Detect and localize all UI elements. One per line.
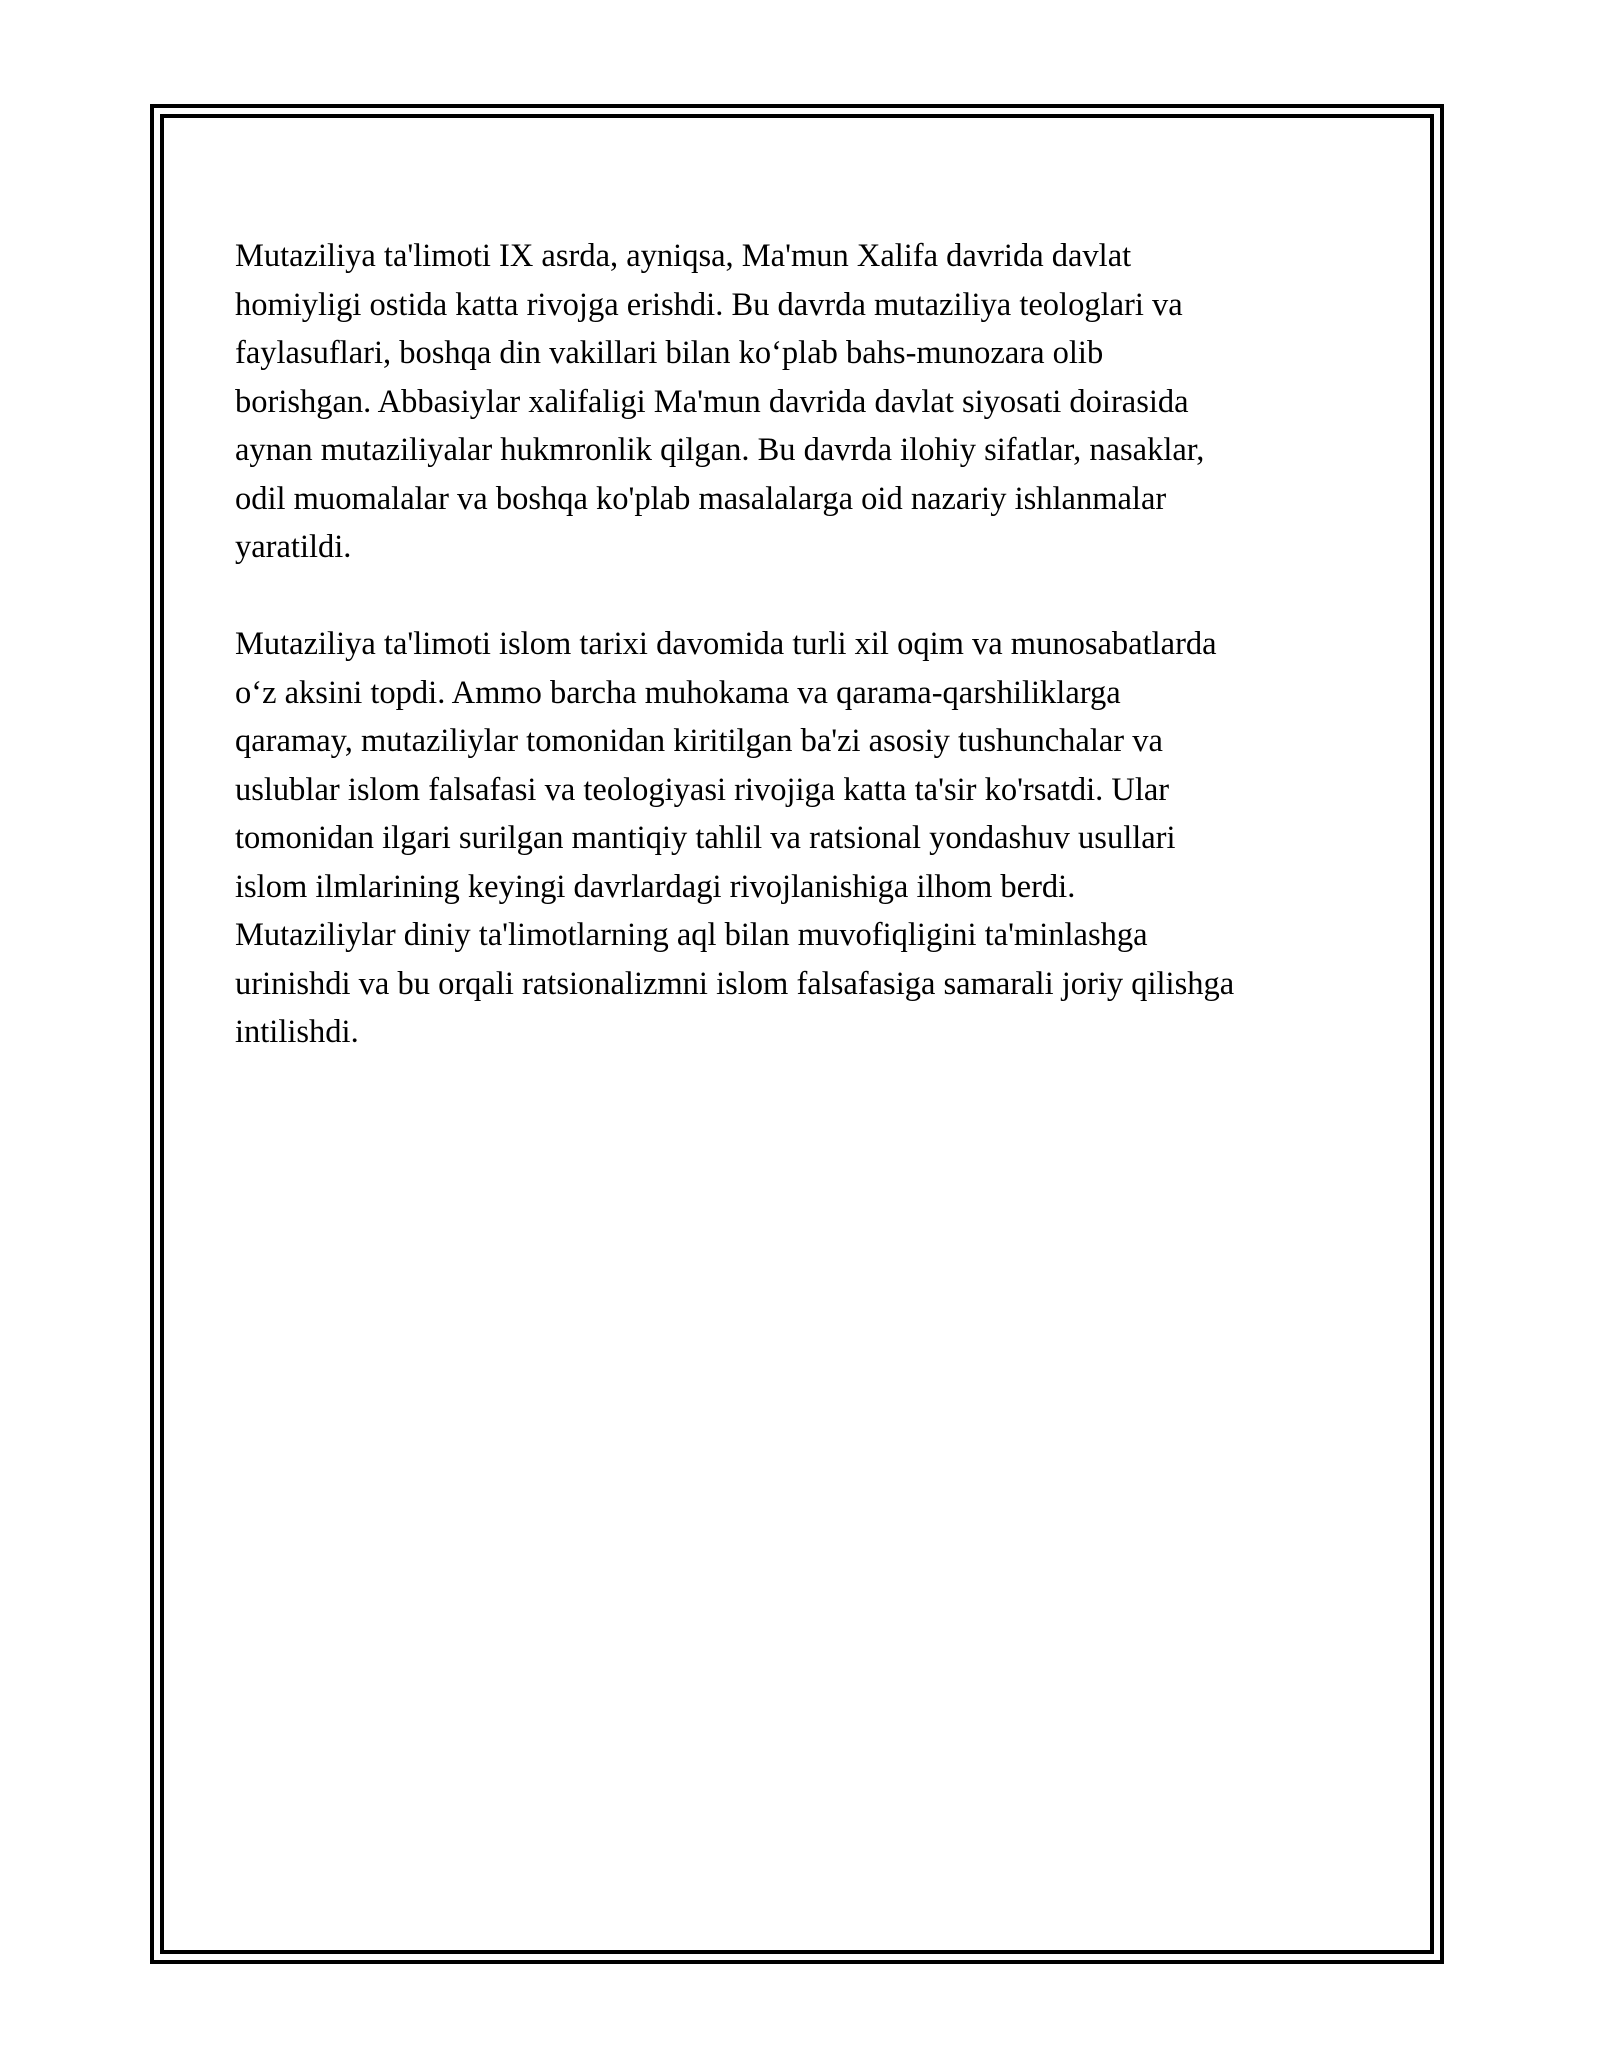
text-line: tomonidan ilgari surilgan mantiqiy tahlil va ratsional yondashuv usullari xyxy=(235,820,1176,856)
text-line: urinishdi va bu orqali ratsionalizmni islom falsafasiga samarali joriy qilishga xyxy=(235,965,1235,1002)
text-line: borishgan. Abbasiylar xalifaligi Ma'mun davrida davlat siyosati doirasida xyxy=(235,383,1189,420)
text-line: aynan mutaziliyalar hukmronlik qilgan. Bu davrda ilohiy sifatlar, nasaklar, xyxy=(235,432,1205,468)
text-line: Mutaziliya ta'limoti islom tarixi davomida turli xil oqim va munosabatlarda xyxy=(235,626,1217,662)
paragraph-2 xyxy=(235,620,1385,1057)
text-line: o‘z aksini topdi. Ammo barcha muhokama va qarama-qarshiliklarga xyxy=(235,674,1121,711)
text-line: faylasuflari, boshqa din vakillari bilan ko‘plab bahs-munozara olib xyxy=(235,335,1104,371)
text-line: homiyligi ostida katta rivojga erishdi. Bu davrda mutaziliya teologlari va xyxy=(235,286,1183,323)
text-line: Mutaziliya ta'limoti IX asrda, ayniqsa, Ma'mun Xalifa davrida davlat xyxy=(235,238,1132,274)
paragraph-1 xyxy=(235,232,1385,572)
text-line: intilishdi. xyxy=(235,1014,359,1050)
text-line: odil muomalalar va boshqa ko'plab masalalarga oid nazariy ishlanmalar xyxy=(235,480,1167,517)
text-line: uslublar islom falsafasi va teologiyasi rivojiga katta ta'sir ko'rsatdi. Ular xyxy=(235,771,1170,808)
text-line: qaramay, mutaziliylar tomonidan kiritilgan ba'zi asosiy tushunchalar va xyxy=(235,723,1163,759)
document-body xyxy=(235,232,1385,1057)
text-line: Mutaziliylar diniy ta'limotlarning aql bilan muvofiqligini ta'minlashga xyxy=(235,917,1148,953)
text-line: islom ilmlarining keyingi davrlardagi rivojlanishiga ilhom berdi. xyxy=(235,868,1076,905)
text-line: yaratildi. xyxy=(235,529,352,565)
